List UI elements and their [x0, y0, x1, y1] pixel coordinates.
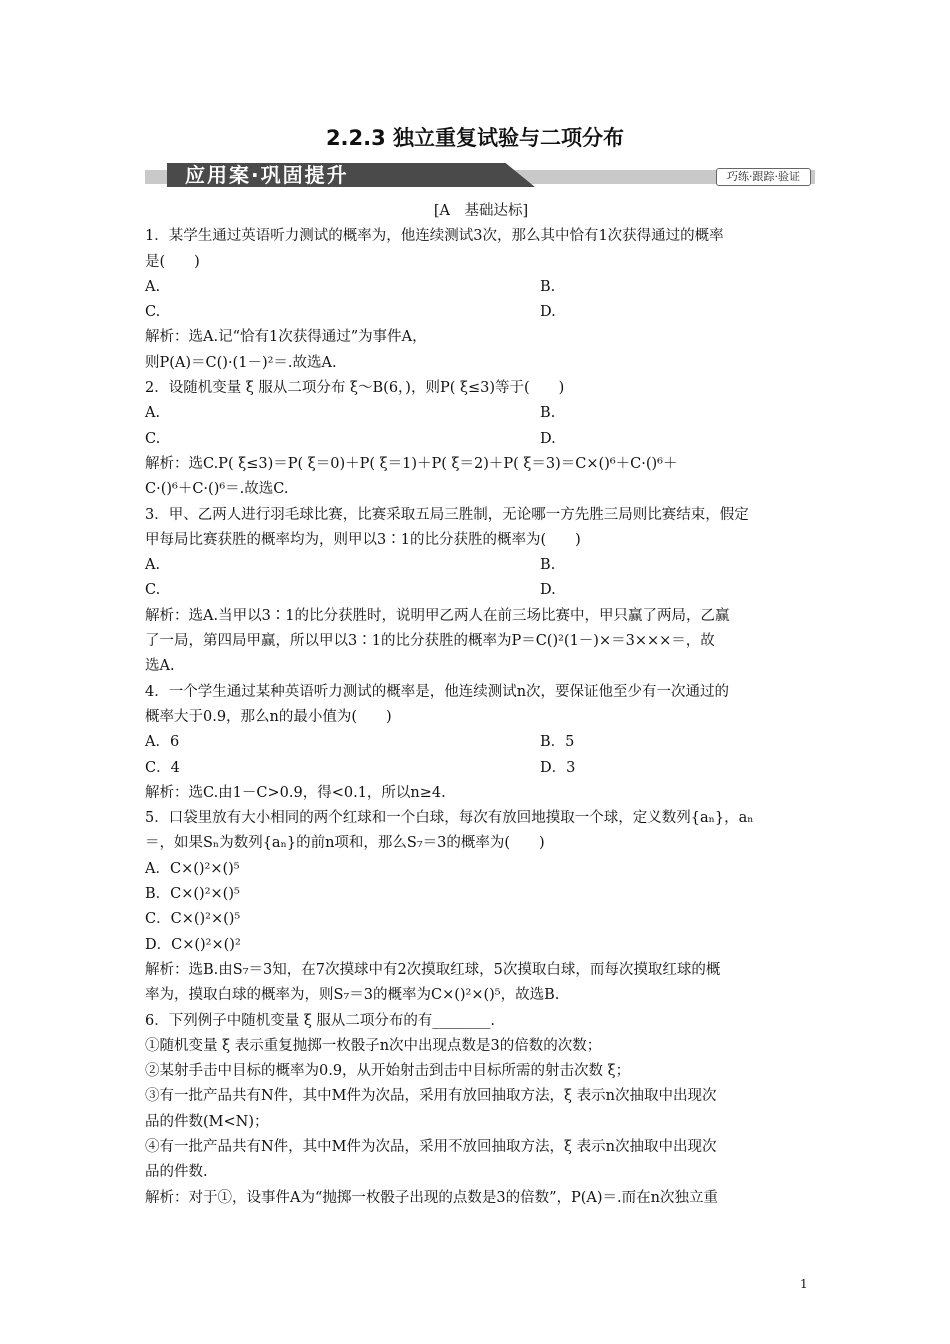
option: C.	[145, 304, 161, 321]
option: D.	[540, 582, 556, 599]
question-4-line: 4．一个学生通过某种英语听力测试的概率是，他连续测试n次，要保证他至少有一次通过的	[145, 683, 730, 700]
question-3-line: 3．甲、乙两人进行羽毛球比赛，比赛采取五局三胜制，无论哪一方先胜三局则比赛结束，假定	[145, 506, 749, 523]
options-row	[145, 427, 817, 452]
options-row	[145, 300, 817, 325]
option: D．3	[540, 759, 576, 776]
section-banner	[145, 163, 815, 187]
option: A．6	[145, 734, 180, 751]
question-5-line: ＝，如果Sₙ为数列{aₙ}的前n项和，那么S₇＝3的概率为( )	[145, 835, 545, 852]
solution-line: 率为，摸取白球的概率为，则S₇＝3的概率为C×()²×()⁵，故选B.	[145, 987, 560, 1004]
solution-line: 解析：选B.由S₇＝3知，在7次摸球中有2次摸取红球，5次摸取白球，而每次摸取红球的概	[145, 961, 721, 978]
solution-line: 解析：选A.记“恰有1次获得通过”为事件A，	[145, 329, 427, 346]
list-item: 品的件数.	[145, 1164, 208, 1181]
banner-tag: 巧练·跟踪·验证	[716, 168, 811, 186]
question-3-line: 甲每局比赛获胜的概率均为，则甲以3∶1的比分获胜的概率为( )	[145, 531, 581, 548]
solution-line: 选A.	[145, 658, 175, 675]
option: D.	[540, 430, 556, 447]
option: B.	[540, 405, 556, 422]
option: B．C×()²×()⁵	[145, 886, 240, 903]
question-5-line: 5．口袋里放有大小相同的两个红球和一个白球，每次有放回地摸取一个球，定义数列{aₙ}，aₙ	[145, 810, 754, 827]
list-item: ④有一批产品共有N件，其中M件为次品，采用不放回抽取方法，ξ 表示n次抽取中出现次	[145, 1138, 717, 1155]
question-1-line: 是( )	[145, 253, 200, 270]
document-body	[145, 199, 817, 1211]
list-item: ②某射手击中目标的概率为0.9，从开始射击到击中目标所需的射击次数 ξ；	[145, 1063, 631, 1080]
option: C．4	[145, 759, 180, 776]
solution-line: 解析：对于①，设事件A为“抛掷一枚骰子出现的点数是3的倍数”，P(A)＝.而在n次独立重	[145, 1189, 719, 1206]
option: C．C×()²×()⁵	[145, 911, 241, 928]
option: C.	[145, 582, 161, 599]
option: A.	[145, 405, 161, 422]
question-4-line: 概率大于0.9，那么n的最小值为( )	[145, 708, 392, 725]
options-row	[145, 401, 817, 426]
option: B.	[540, 557, 556, 574]
options-row	[145, 578, 817, 603]
options-row	[145, 730, 817, 755]
list-item: ①随机变量 ξ 表示重复抛掷一枚骰子n次中出现点数是3的倍数的次数；	[145, 1037, 602, 1054]
list-item: ③有一批产品共有N件，其中M件为次品，采用有放回抽取方法，ξ 表示n次抽取中出现次	[145, 1088, 717, 1105]
question-2-line: 2．设随机变量 ξ 服从二项分布 ξ～B(6，)，则P( ξ≤3)等于( )	[145, 380, 565, 397]
option: B.	[540, 278, 556, 295]
page-title: 2.2.3 独立重复试验与二项分布	[325, 126, 625, 150]
section-heading: [A 基础达标]	[433, 203, 529, 219]
solution-line: C·()⁶＋C·()⁶＝.故选C.	[145, 481, 289, 498]
option: C.	[145, 430, 161, 447]
solution-line: 解析：选A.当甲以3∶1的比分获胜时，说明甲乙两人在前三场比赛中，甲只赢了两局，乙赢	[145, 607, 730, 624]
question-6-line: 6．下列例子中随机变量 ξ 服从二项分布的有________.	[145, 1012, 496, 1029]
question-1-line: 1．某学生通过英语听力测试的概率为，他连续测试3次，那么其中恰有1次获得通过的概率	[145, 228, 724, 245]
options-row	[145, 756, 817, 781]
solution-line: 则P(A)＝C()·(1－)²＝.故选A.	[145, 354, 337, 371]
banner-label: 应用案·巩固提升	[185, 163, 349, 187]
option: D．C×()²×()²	[145, 936, 241, 953]
solution-line: 了一局，第四局甲赢，所以甲以3∶1的比分获胜的概率为P＝C()²(1－)×＝3×××＝，故	[145, 633, 715, 650]
option: A.	[145, 278, 161, 295]
options-row	[145, 275, 817, 300]
solution-line: 解析：选C.由1－C>0.9，得<0.1，所以n≥4.	[145, 784, 446, 801]
option: A.	[145, 557, 161, 574]
option: B．5	[540, 734, 575, 751]
solution-line: 解析：选C.P( ξ≤3)＝P( ξ＝0)＋P( ξ＝1)＋P( ξ＝2)＋P( ξ＝3)＝C×()⁶＋C·()⁶＋	[145, 455, 678, 472]
options-row	[145, 553, 817, 578]
option: D.	[540, 304, 556, 321]
page-number: 1	[800, 1277, 808, 1291]
option: A．C×()²×()⁵	[145, 860, 240, 877]
list-item: 品的件数(M<N)；	[145, 1113, 269, 1130]
